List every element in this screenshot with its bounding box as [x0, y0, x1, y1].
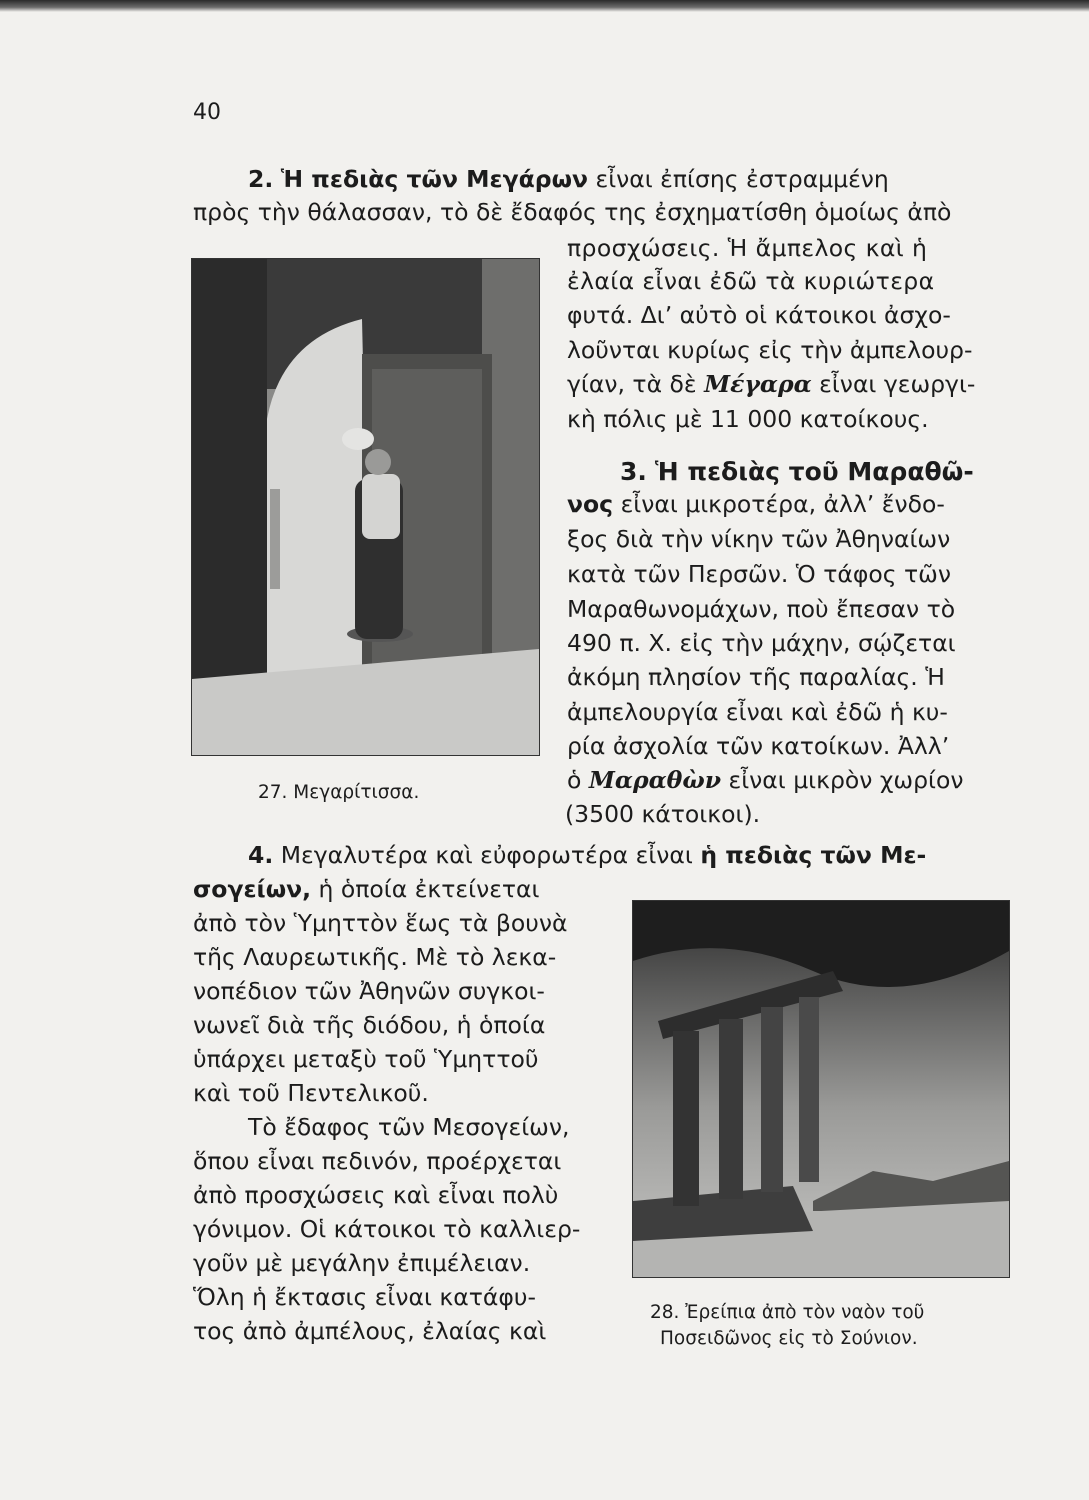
section2-title: Ἡ πεδιὰς τῶν Μεγάρων: [280, 165, 589, 193]
section3-line10-post: εἶναι μικρὸν χωρίον: [721, 766, 964, 794]
page-top-edge: [0, 0, 1089, 12]
section4-line1: [248, 840, 926, 871]
figure28-caption-line1: 28. Ἐρείπια ἀπὸ τὸν ναὸν τοῦ: [650, 1302, 925, 1323]
section2-line4: ἐλαία εἶναι ἐδῶ τὰ κυριώτερα: [567, 267, 935, 295]
section3-line5: Μαραθωνομάχων, ποὺ ἔπεσαν τὸ: [567, 595, 956, 623]
section2-line7: [567, 369, 975, 400]
section3-line8: ἀμπελουργία εἶναι καὶ ἐδῶ ἡ κυ-: [567, 698, 948, 726]
section4-p2-line3: ἀπὸ προσχώσεις καὶ εἶναι πολὺ: [193, 1181, 559, 1209]
section2-line8: κὴ πόλις μὲ 11 000 κατοίκους.: [567, 405, 929, 433]
section2-line2: πρὸς τὴν θάλασσαν, τὸ δὲ ἔδαφός της ἐσχηματίσθη ὁμοίως ἀπὸ: [193, 198, 952, 226]
section3-line6: 490 π. Χ. εἰς τὴν μάχην, σῴζεται: [567, 629, 956, 657]
figure28-caption-line2: Ποσειδῶνος εἰς τὸ Σούνιον.: [660, 1328, 918, 1349]
page-number: 40: [193, 100, 221, 125]
section4-line1-pre: Μεγαλυτέρα καὶ εὐφορωτέρα εἶναι: [273, 841, 701, 869]
section4-line3: ἀπὸ τὸν Ὑμηττὸν ἕως τὰ βουνὰ: [193, 909, 568, 937]
section3-line2-rest: εἶναι μικροτέρα, ἀλλʼ ἔνδο-: [613, 490, 945, 518]
section3-number: 3.: [620, 457, 647, 486]
section4-p2-line7: τος ἀπὸ ἀμπέλους, ἐλαίας καὶ: [193, 1317, 547, 1345]
section3-line11: (3500 κάτοικοι).: [565, 800, 761, 828]
section4-p2-line6: Ὅλη ἡ ἔκτασις εἶναι κατάφυ-: [193, 1283, 536, 1311]
section3-title-part1: Ἡ πεδιὰς τοῦ Μαραθῶ-: [654, 457, 974, 486]
section2-line3: προσχώσεις. Ἡ ἄμπελος καὶ ἡ: [567, 234, 928, 262]
section4-line7: ὑπάρχει μεταξὺ τοῦ Ὑμηττοῦ: [193, 1045, 539, 1073]
section3-line1: [620, 456, 974, 487]
section4-line5: νοπέδιον τῶν Ἀθηνῶν συγκοι-: [193, 977, 545, 1005]
section4-line2-rest: ἡ ὁποία ἐκτείνεται: [311, 875, 540, 903]
section3-title-part2: νος: [567, 490, 614, 518]
section2-number: 2.: [248, 165, 274, 193]
figure27-photo: [191, 258, 540, 756]
section2-line5: φυτά. Διʼ αὐτὸ οἱ κάτοικοι ἀσχο-: [567, 301, 951, 329]
section2-line6: λοῦνται κυρίως εἰς τὴν ἀμπελουρ-: [567, 336, 973, 364]
figure28-photo: [632, 900, 1010, 1278]
section2-line1-rest: εἶναι ἐπίσης ἐστραμμένη: [588, 165, 889, 193]
section3-line7: ἀκόμη πλησίον τῆς παραλίας. Ἡ: [567, 663, 945, 691]
section3-line3: ξος διὰ τὴν νίκην τῶν Ἀθηναίων: [567, 525, 951, 553]
section4-p2-line5: γοῦν μὲ μεγάλην ἐπιμέλειαν.: [193, 1249, 531, 1277]
section2-line1: [248, 164, 889, 195]
section4-title-part1: ἡ πεδιὰς τῶν Με-: [700, 841, 927, 869]
megara-city-name: Μέγαρα: [704, 370, 812, 398]
section4-line8: καὶ τοῦ Πεντελικοῦ.: [193, 1079, 429, 1107]
section2-line7-pre: γίαν, τὰ δὲ: [567, 370, 705, 398]
section4-p2-line2: ὅπου εἶναι πεδινόν, προέρχεται: [193, 1147, 562, 1175]
figure27-caption: 27. Μεγαρίτισσα.: [258, 782, 420, 803]
section4-line4: τῆς Λαυρεωτικῆς. Μὲ τὸ λεκα-: [193, 943, 557, 971]
section2-line7-post: εἶναι γεωργι-: [811, 370, 976, 398]
section4-p2-line4: γόνιμον. Οἱ κάτοικοι τὸ καλλιερ-: [193, 1215, 581, 1243]
section4-title-part2: σογείων,: [193, 875, 312, 903]
section3-line2: [567, 489, 945, 520]
section4-p2-line1: Τὸ ἔδαφος τῶν Μεσογείων,: [248, 1113, 570, 1141]
section3-line4: κατὰ τῶν Περσῶν. Ὁ τάφος τῶν: [567, 560, 951, 588]
section3-line10-pre: ὁ: [567, 766, 589, 794]
section3-line10: [567, 765, 963, 796]
section4-number: 4.: [248, 841, 274, 869]
section3-line9: ρία ἀσχολία τῶν κατοίκων. Ἀλλʼ: [567, 732, 950, 760]
section4-line2: [193, 874, 540, 905]
section4-line6: νωνεῖ διὰ τῆς διόδου, ἡ ὁποία: [193, 1011, 546, 1039]
marathon-town-name: Μαραθὼν: [588, 766, 722, 794]
